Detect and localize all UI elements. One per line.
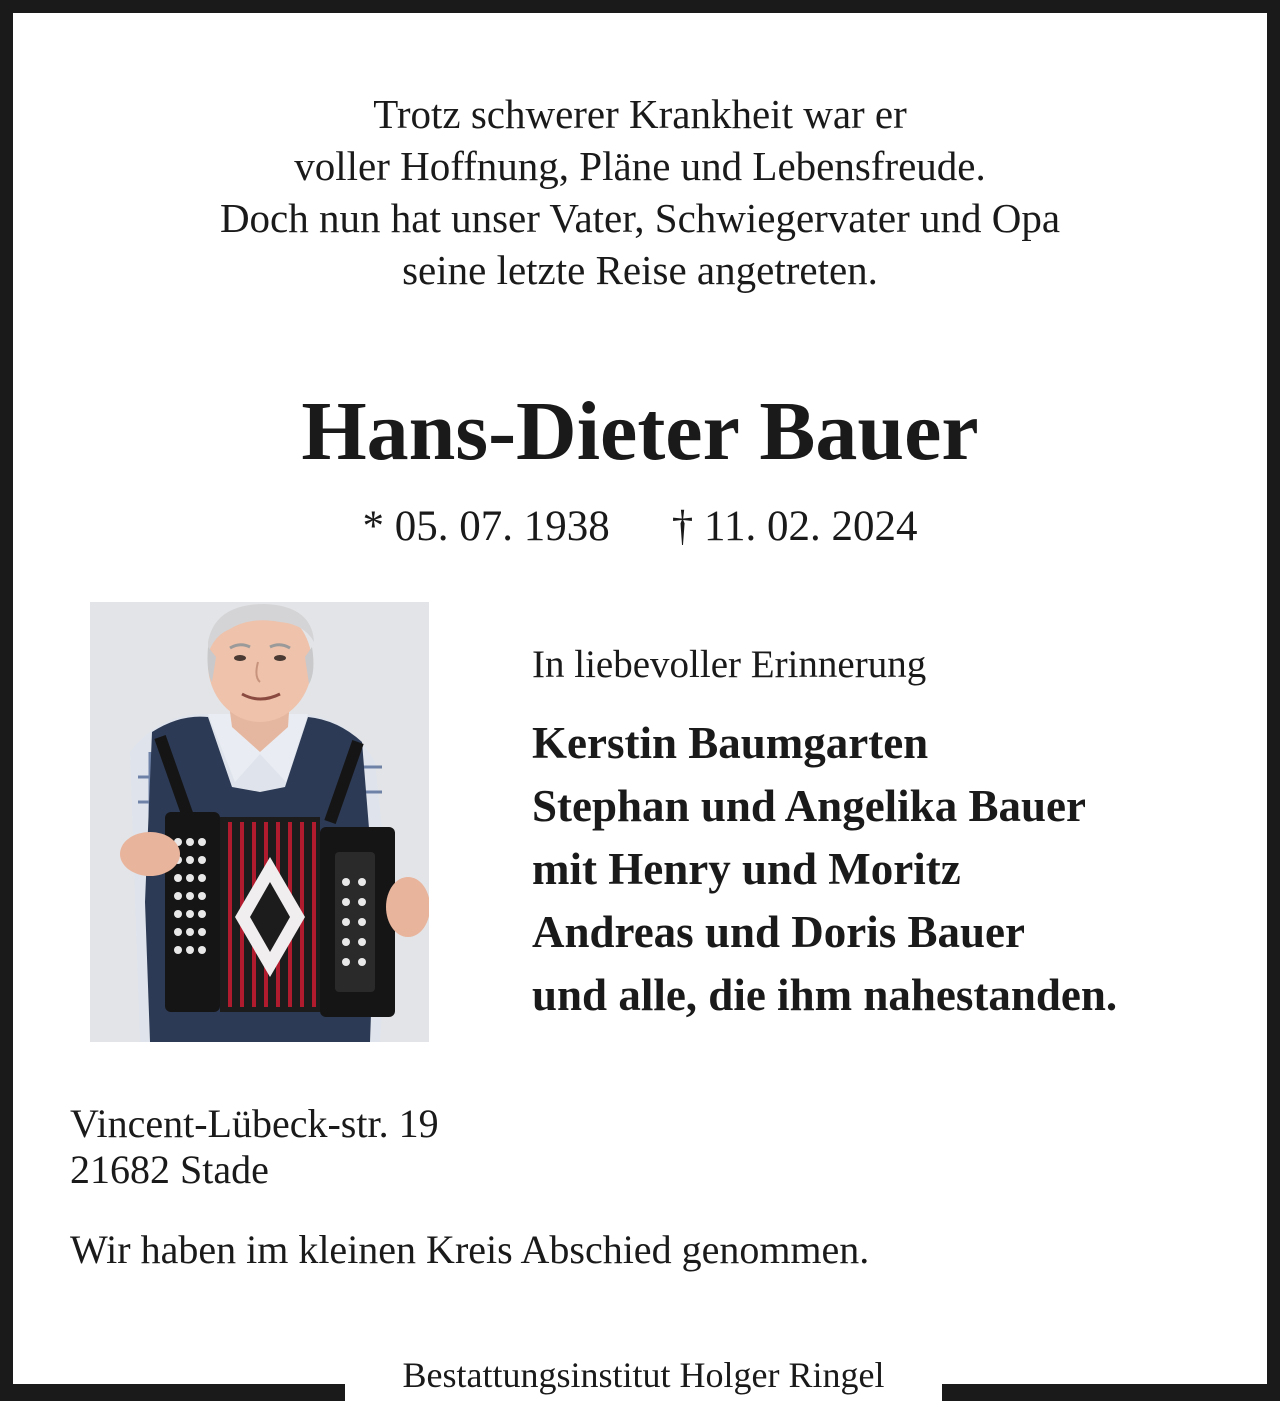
address-street: Vincent-Lübeck-str. 19 — [70, 1101, 439, 1146]
mourner-line: Andreas und Doris Bauer — [532, 907, 1026, 957]
intro-line: seine letzte Reise angetreten. — [402, 247, 878, 293]
mourner-line: Kerstin Baumgarten — [532, 718, 929, 768]
address-city: 21682 Stade — [70, 1147, 269, 1192]
intro-line: voller Hoffnung, Pläne und Lebensfreude. — [294, 143, 986, 189]
portrait-illustration — [90, 602, 429, 1042]
memory-heading: In liebevoller Erinnerung — [532, 643, 927, 686]
deceased-name: Hans-Dieter Bauer — [301, 385, 979, 478]
frame-border-bottom-left — [0, 1384, 345, 1401]
mourner-line: und alle, die ihm nahestanden. — [532, 970, 1118, 1020]
intro-line: Doch nun hat unser Vater, Schwiegervater und Opa — [219, 195, 1061, 241]
death-date: † 11. 02. 2024 — [671, 503, 918, 550]
birth-date: * 05. 07. 1938 — [362, 503, 610, 550]
frame-border-bottom-right — [942, 1384, 1280, 1401]
farewell-note: Wir haben im kleinen Kreis Abschied genommen. — [70, 1227, 870, 1272]
address-block — [70, 1101, 439, 1193]
intro-text — [0, 88, 1280, 296]
portrait-photo — [90, 602, 429, 1042]
mourner-line: mit Henry und Moritz — [532, 844, 961, 894]
intro-line: Trotz schwerer Krankheit war er — [373, 91, 907, 137]
undertaker-name: Bestattungsinstitut Holger Ringel — [402, 1355, 885, 1395]
mourner-line: Stephan und Angelika Bauer — [532, 781, 1086, 831]
mourners-list — [532, 712, 1117, 1027]
life-dates — [0, 500, 1280, 554]
frame-border-top — [0, 0, 1280, 13]
